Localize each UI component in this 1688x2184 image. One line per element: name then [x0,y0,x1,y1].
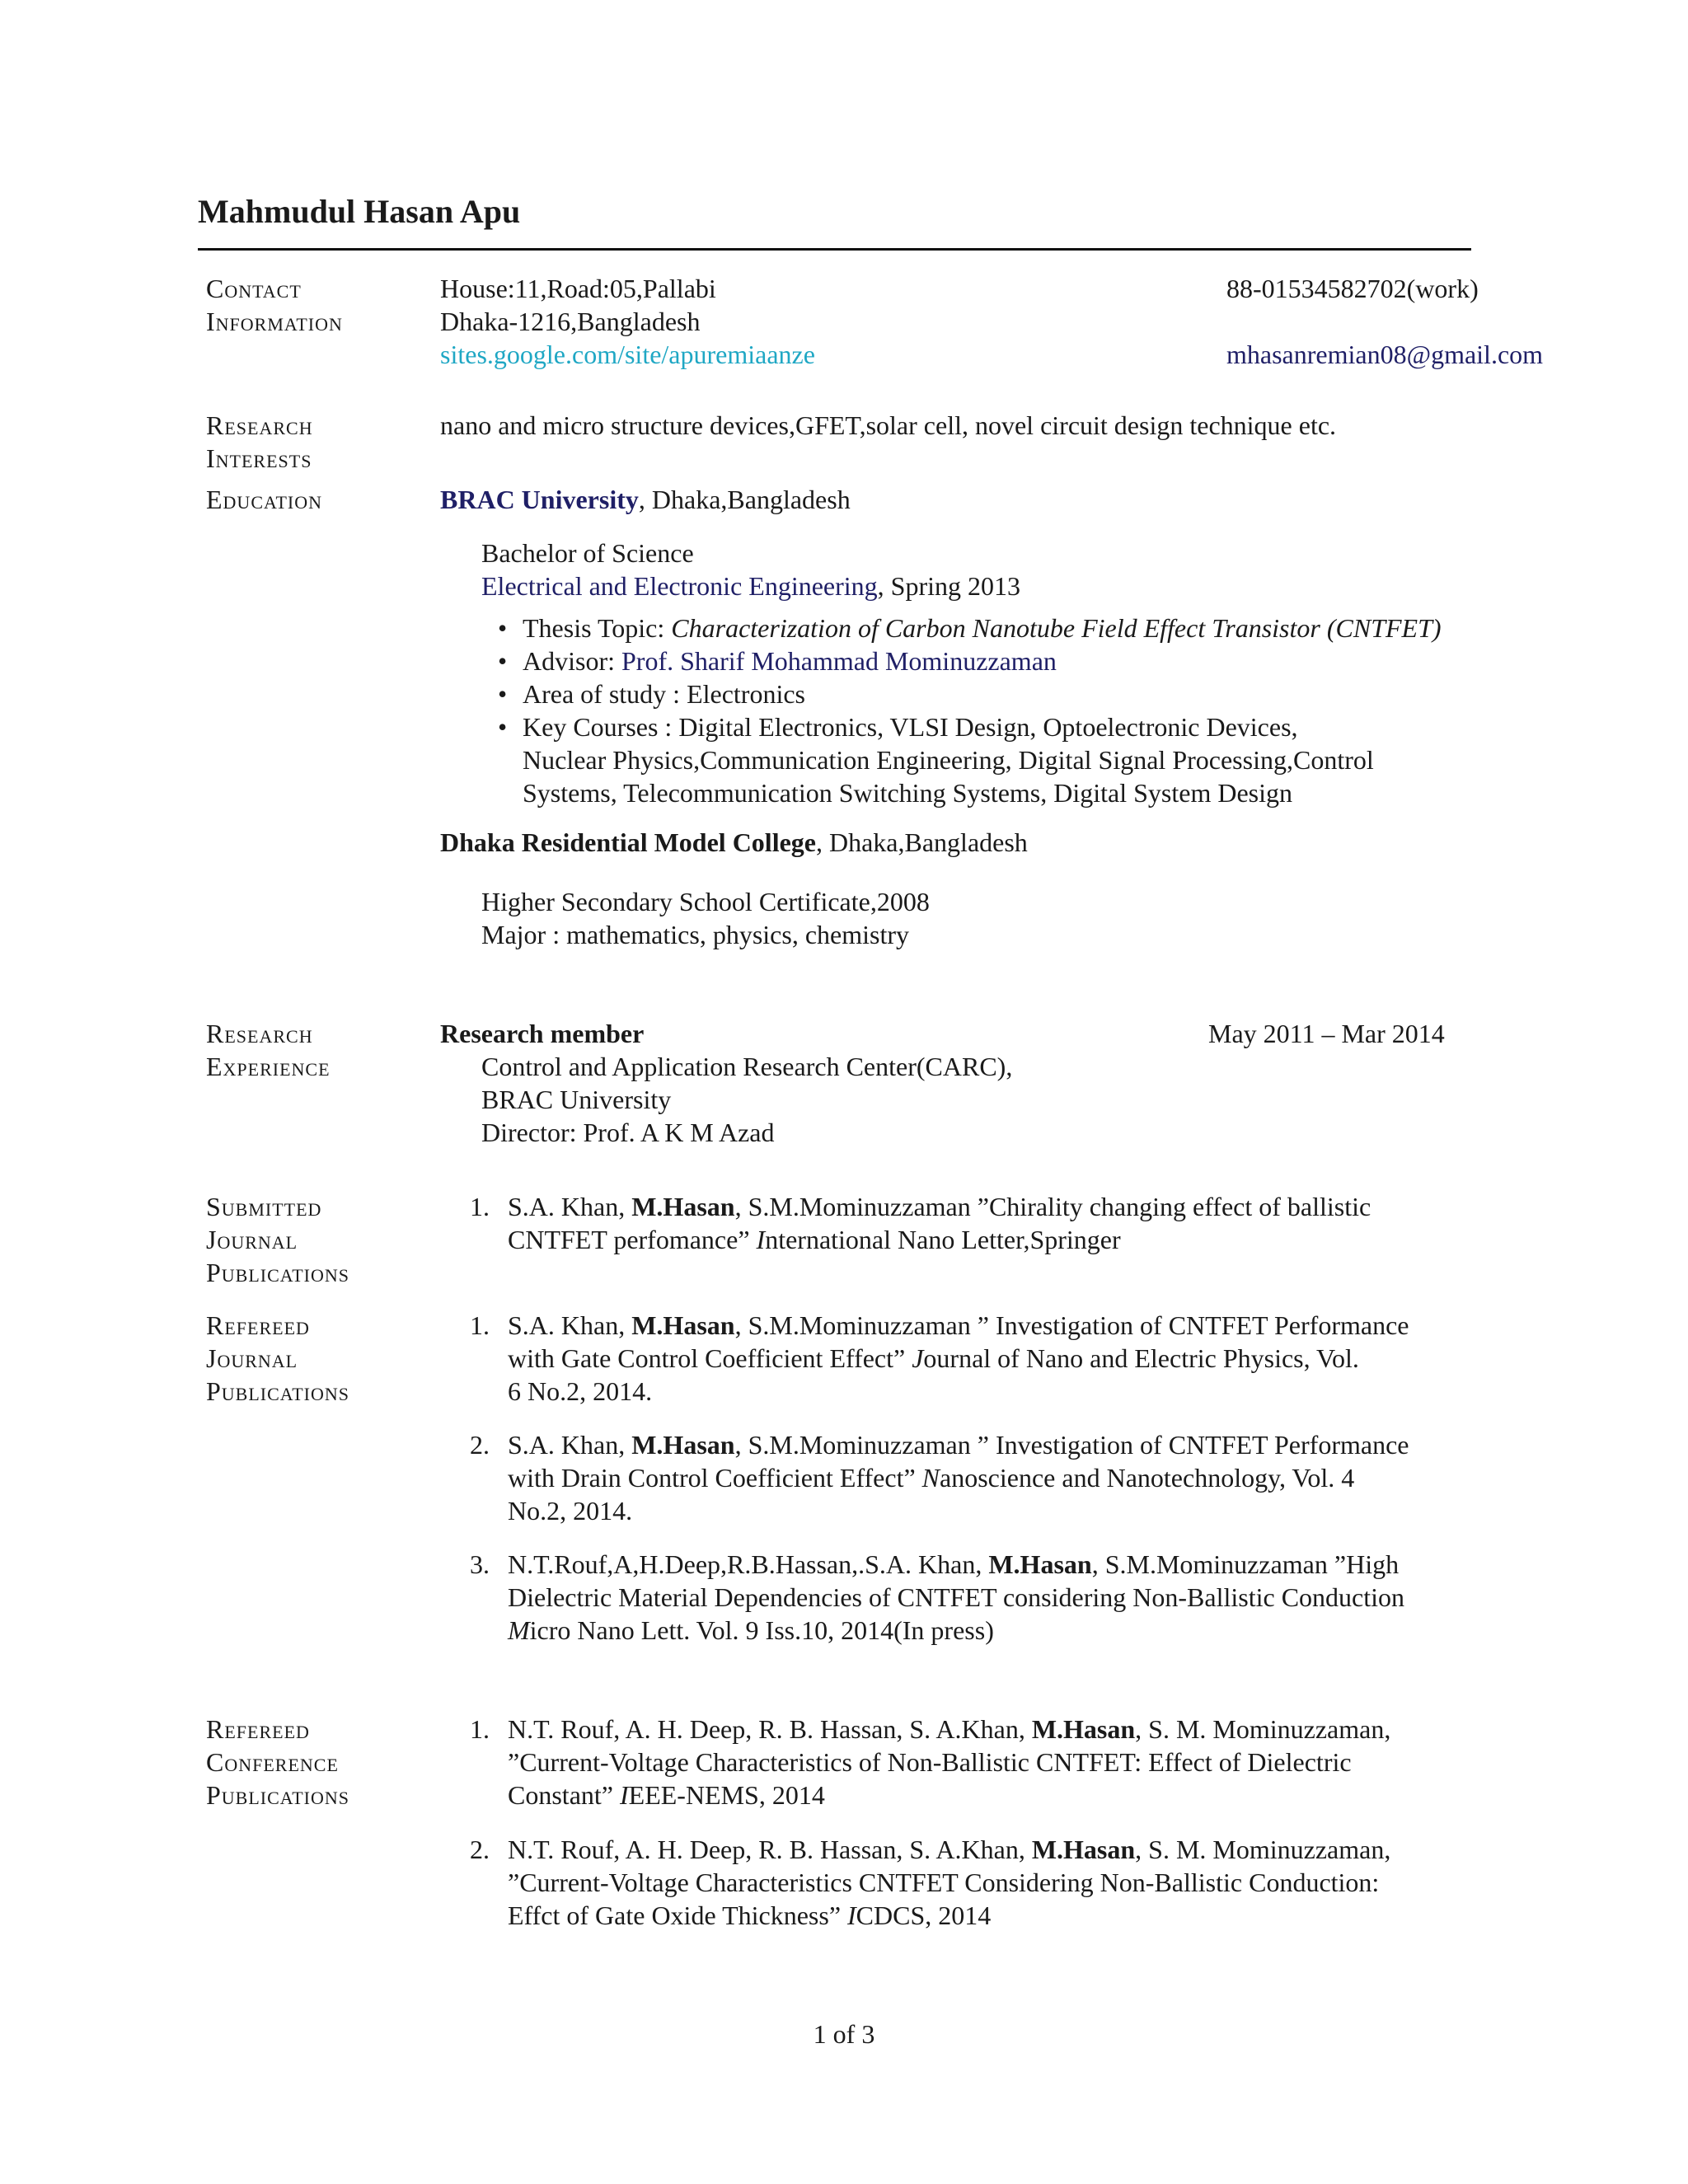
list-item: • Key Courses : Digital Electronics, VLSI Design, Optoelectronic Devices, [498,712,1298,742]
brac-bullet-list [495,612,1442,809]
website-link[interactable]: sites.google.com/site/apuremiaanze [440,340,815,369]
address-line-2: Dhaka-1216,Bangladesh [440,307,701,336]
page-number: 1 of 3 [813,2019,875,2049]
bullet-icon: • [498,646,508,676]
school-brac-location: , Dhaka,Bangladesh [638,485,851,514]
list-item-continued: Nuclear Physics,Communication Engineering, Digital Signal Processing,Control [523,745,1374,775]
bullet-icon: • [498,679,508,709]
degree: Bachelor of Science [481,538,694,568]
list-item: • Area of study : Electronics [498,679,805,709]
experience-details: Control and Application Research Center(CARC), BRAC University Director: Prof. A K M Azad [481,1052,1013,1147]
list-item: • Thesis Topic: Characterization of Carbon Nanotube Field Effect Transistor (CNTFET) [498,613,1442,643]
school-brac [440,483,851,516]
school-brac-name[interactable]: BRAC University [440,485,639,514]
section-label-refereed-conference: Refereed Conference Publications [206,1714,350,1810]
contact-phone: 88-01534582702(work) [1226,274,1479,303]
advisor-link[interactable]: Prof. Sharif Mohammad Mominuzzaman [621,646,1057,676]
department-link[interactable]: Electrical and Electronic Engineering [481,571,878,601]
experience-title: Research member [440,1019,645,1048]
section-label-education: Education [206,485,322,514]
brac-degree-block [481,537,1020,602]
research-interests-text: nano and micro structure devices,GFET,solar cell, novel circuit design technique etc. [440,410,1337,440]
email-link[interactable]: mhasanremian08@gmail.com [1226,340,1544,369]
school-drmc-name: Dhaka Residential Model College [440,827,816,857]
section-label-contact: Contact Information [206,274,343,336]
bullet-icon: • [498,613,508,643]
major: Major : mathematics, physics, chemistry [481,920,909,949]
school-drmc: Dhaka Residential Model College, Dhaka,Bangladesh [440,827,1028,857]
header-rule [198,248,1471,251]
department-line: Electrical and Electronic Engineering, Spring 2013 [481,571,1020,601]
section-label-research-interests: Research Interests [206,410,313,473]
drmc-block [481,885,930,951]
section-label-refereed-journal: Refereed Journal Publications [206,1310,350,1406]
list-item-continued: Systems, Telecommunication Switching Systems, Digital System Design [523,778,1293,808]
contact-address [440,272,815,371]
certificate: Higher Secondary School Certificate,2008 [481,887,930,916]
experience-dates: May 2011 – Mar 2014 [1208,1019,1445,1048]
list-item: • Advisor: Prof. Sharif Mohammad Mominuzzaman [498,646,1057,676]
bullet-icon: • [498,712,508,742]
resume-name: Mahmudul Hasan Apu [198,193,521,230]
section-label-research-experience: Research Experience [206,1019,331,1081]
address-line-1: House:11,Road:05,Pallabi [440,274,716,303]
section-label-submitted-journal: Submitted Journal Publications [206,1192,350,1287]
